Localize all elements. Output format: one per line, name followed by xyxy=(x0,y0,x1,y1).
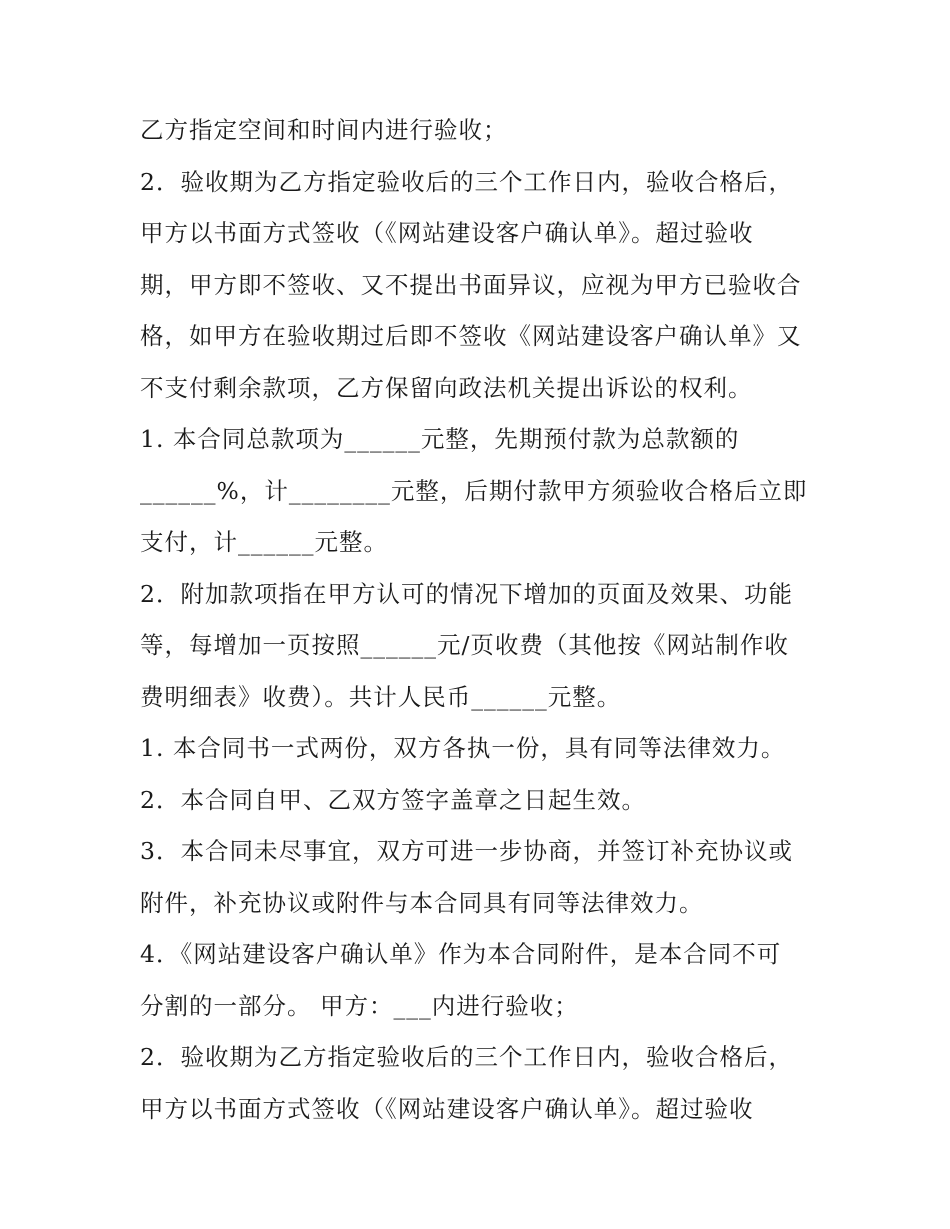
text-line: 2．本合同自甲、乙双方签字盖章之日起生效。 xyxy=(140,785,646,814)
text-line: 甲方以书面方式签收（《网站建设客户确认单》。超过验收 xyxy=(140,219,754,247)
contract-text-body xyxy=(140,105,830,1135)
text-line: 2．验收期为乙方指定验收后的三个工作日内，验收合格后， xyxy=(140,167,793,196)
text-line: 不支付剩余款项，乙方保留向政法机关提出诉讼的权利。 xyxy=(140,373,753,402)
text-line: 1. 本合同书一式两份，双方各执一份，具有同等法律效力。 xyxy=(140,734,786,762)
text-line: 附件，补充协议或附件与本合同具有同等法律效力。 xyxy=(140,888,704,917)
text-line: 格，如甲方在验收期过后即不签收《网站建设客户确认单》又 xyxy=(140,322,802,350)
text-line: ______%，计________元整，后期付款甲方须验收合格后立即 xyxy=(140,476,808,505)
text-line: 支付，计______元整。 xyxy=(140,528,388,556)
text-line: 等，每增加一页按照______元/页收费（其他按《网站制作收 xyxy=(140,631,789,659)
text-line: 2．附加款项指在甲方认可的情况下增加的页面及效果、功能 xyxy=(140,579,793,608)
text-line: 费明细表》收费）。共计人民币______元整。 xyxy=(140,682,622,711)
text-line: 2．验收期为乙方指定验收后的三个工作日内，验收合格后， xyxy=(140,1043,793,1071)
text-line: 4．《网站建设客户确认单》作为本合同附件，是本合同不可 xyxy=(140,940,782,968)
text-line: 3．本合同未尽事宜，双方可进一步协商，并签订补充协议或 xyxy=(140,837,793,865)
text-line: 乙方指定空间和时间内进行验收； xyxy=(140,116,508,144)
text-line: 甲方以书面方式签收（《网站建设客户确认单》。超过验收 xyxy=(140,1094,754,1123)
text-line: 1. 本合同总款项为______元整，先期预付款为总款额的 xyxy=(140,425,740,453)
text-line: 分割的一部分。 甲方：___内进行验收； xyxy=(140,991,579,1020)
text-line: 期，甲方即不签收、又不提出书面异议，应视为甲方已验收合 xyxy=(140,270,802,299)
